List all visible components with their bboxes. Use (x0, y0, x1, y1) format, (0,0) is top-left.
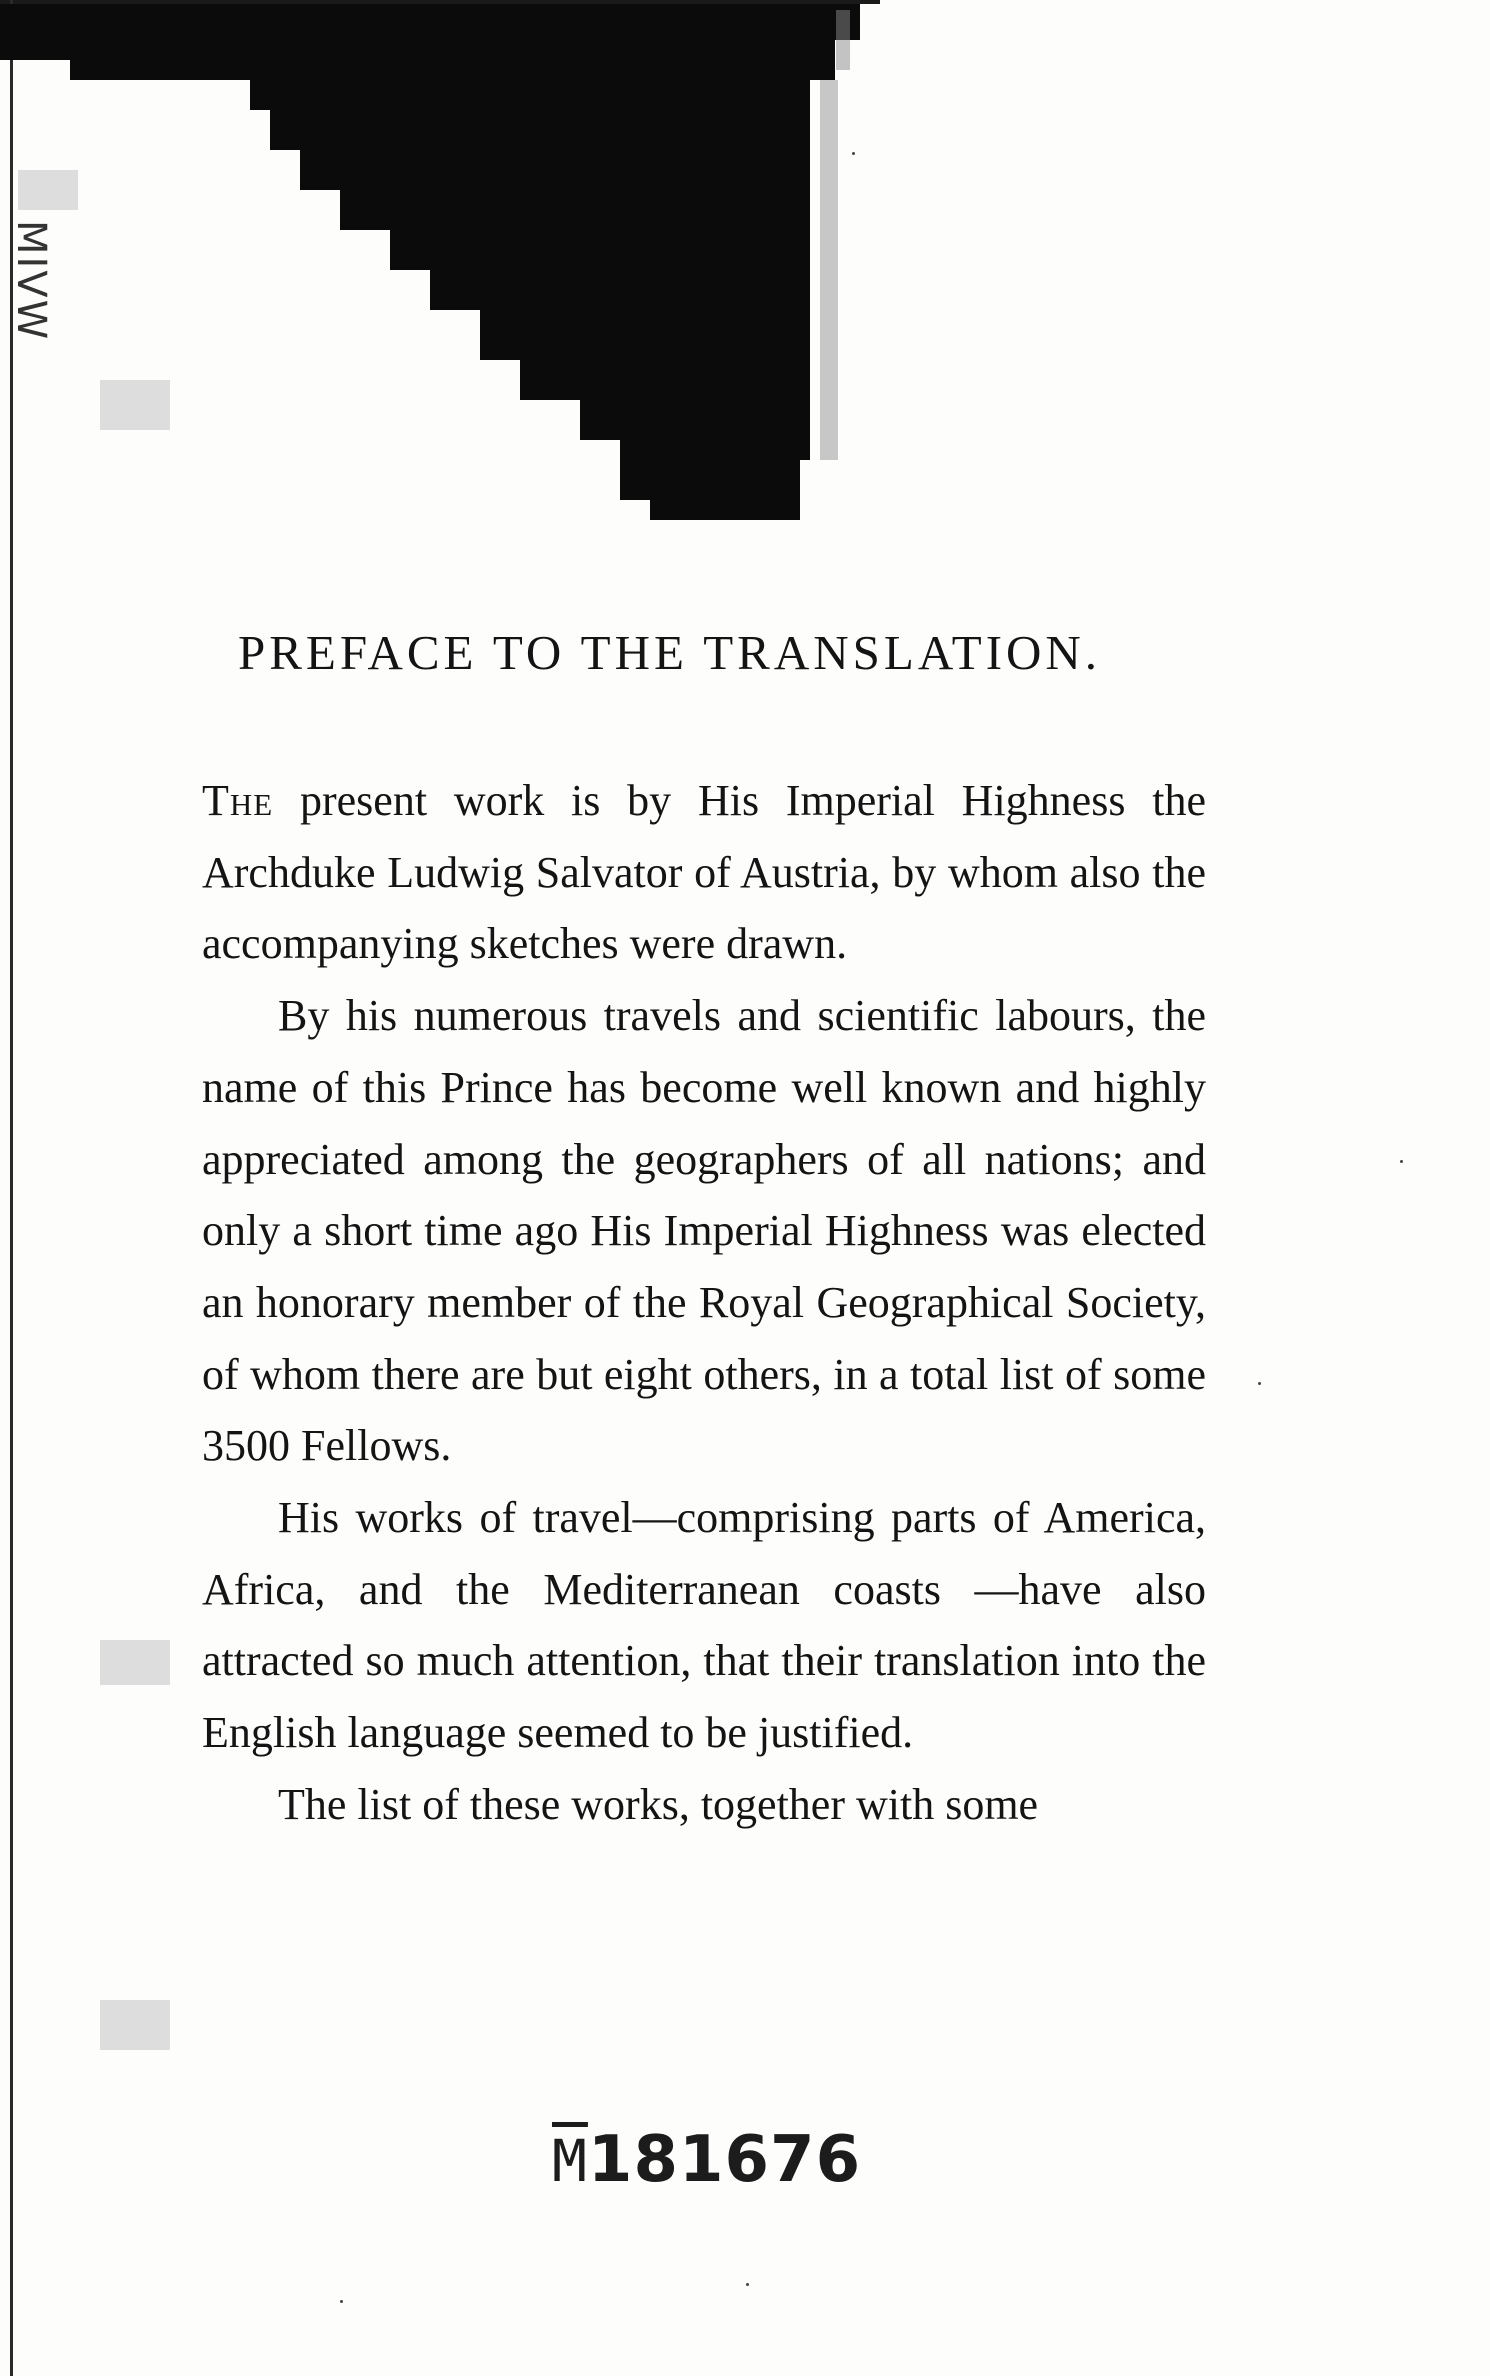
paragraph-text: The list of these works, together with some (278, 1779, 1039, 1829)
margin-smudge (100, 380, 170, 430)
paragraph-text: By his numerous travels and scientific labours, the name of this Prince has become well known and highly appreciated among the geographers of all nations; and only a short time ago His Imperial Highness was elected an honorary member of the Royal Geographical Society, of whom there are but eight others, in a total list of some 3500 Fellows. (202, 991, 1206, 1471)
library-accession-stamp (552, 2123, 862, 2197)
margin-smudge (100, 2000, 170, 2050)
paragraph (202, 1482, 1206, 1769)
paragraph-lead-word: The (202, 776, 274, 825)
stray-dot (746, 2283, 749, 2286)
paragraph (202, 980, 1206, 1482)
stray-dot (852, 152, 855, 155)
paragraph-text: His works of travel—comprising parts of America, Africa, and the Mediterranean coasts —have also attracted so much attention, that their translation into the English language seemed to be justified. (202, 1493, 1206, 1758)
margin-handwritten-marks: MIVW (8, 220, 54, 342)
stray-dot (340, 2300, 343, 2303)
stray-dot (1258, 1382, 1261, 1385)
paragraph (202, 765, 1206, 980)
margin-smudge (100, 1640, 170, 1685)
page-title: PREFACE TO THE TRANSLATION. (238, 625, 1102, 680)
preface-body (202, 765, 1206, 1841)
stray-dot (1400, 1160, 1403, 1163)
stamp-number: 181676 (587, 2123, 862, 2197)
paragraph-text: present work is by His Imperial Highness the Archduke Ludwig Salvator of Austria, by whom also the accompanying sketches were drawn. (202, 776, 1206, 969)
black-stepped-corner-mark (0, 0, 880, 530)
stamp-prefix: $\overline{M}$ (552, 2127, 588, 2195)
margin-smudge (18, 170, 78, 210)
paragraph (202, 1769, 1206, 1841)
